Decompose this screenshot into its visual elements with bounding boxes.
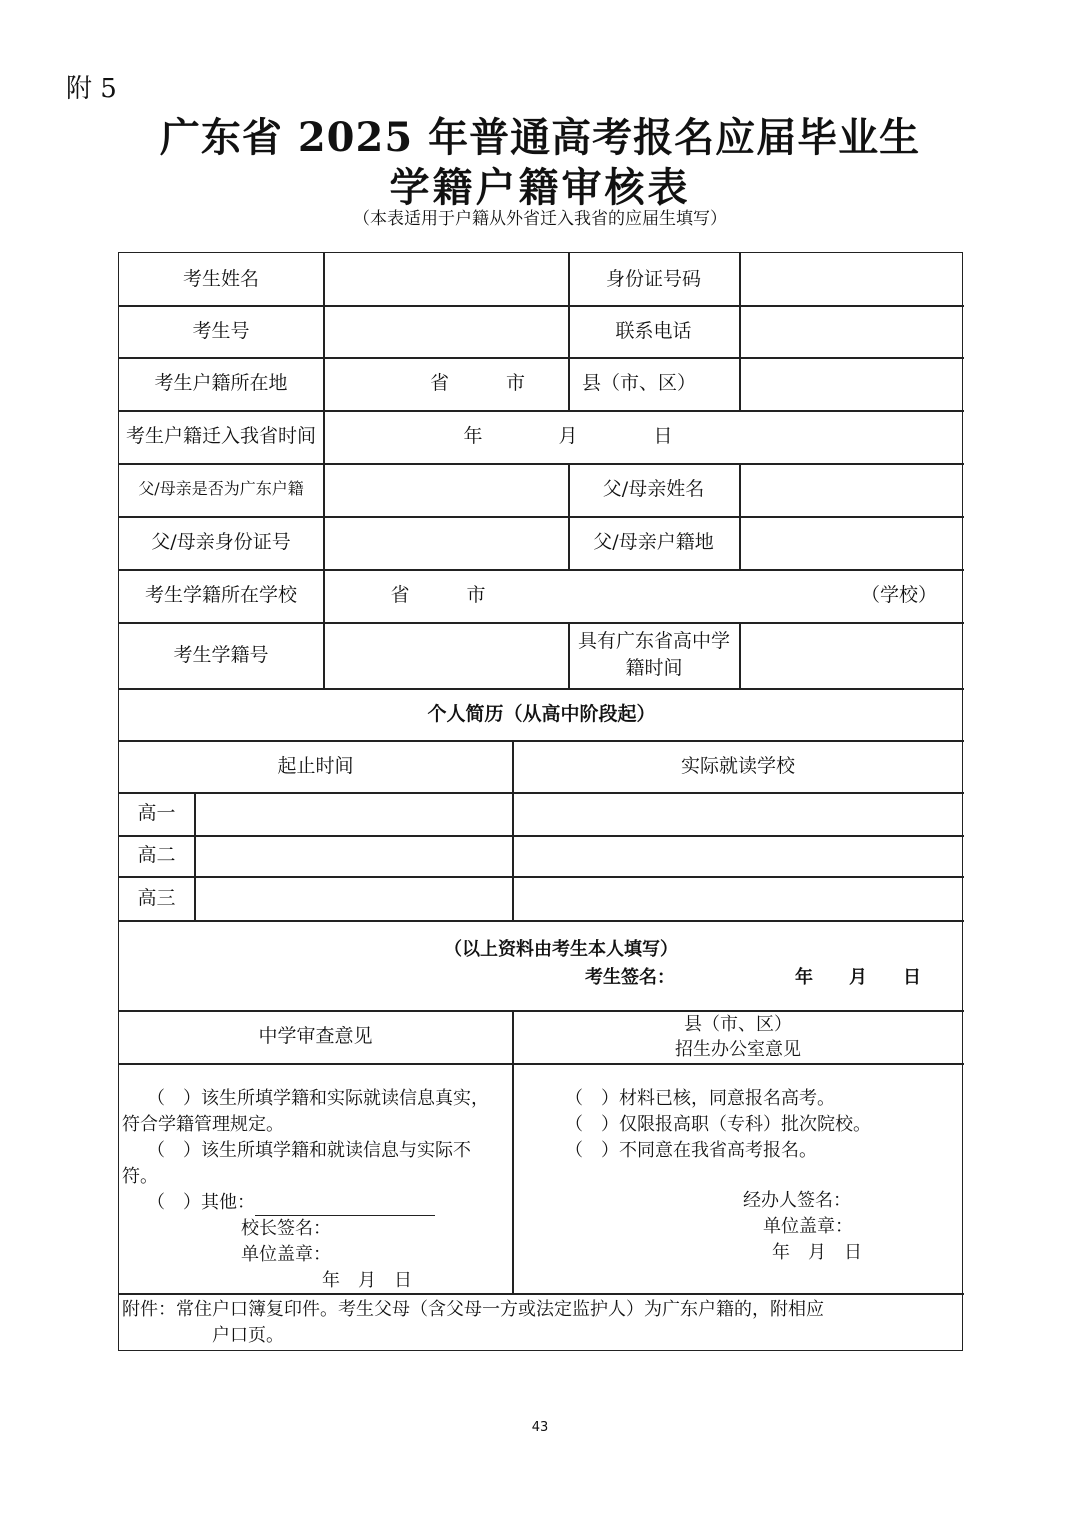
self-fill-note: （以上资料由考生本人填写）: [444, 939, 678, 960]
handler-signature-label: 经办人签名：: [743, 1190, 851, 1211]
label-name: 考生姓名: [182, 267, 259, 290]
resume-col-school: 实际就读学校: [680, 754, 795, 777]
label-parent-name: 父/母亲姓名: [602, 478, 705, 501]
office-date: 年 月 日: [772, 1242, 862, 1263]
page-number: 43: [531, 1420, 549, 1435]
label-phone: 联系电话: [615, 319, 692, 342]
field-student-number[interactable]: [323, 622, 568, 688]
resume-title: 个人简历（从高中阶段起）: [427, 702, 656, 725]
office-header-line1: 县（市、区）: [684, 1013, 792, 1035]
field-parent-id[interactable]: [323, 516, 568, 569]
office-seal-label: 单位盖章：: [763, 1216, 853, 1237]
office-header-line2: 招生办公室意见: [675, 1038, 801, 1060]
title-line-1: 广东省 2025 年普通高考报名应届毕业生: [159, 114, 921, 161]
field-parent-gd-hukou[interactable]: [323, 463, 568, 516]
title-line-2: 学籍户籍审核表: [389, 164, 691, 211]
attachment-note-line1: 附件：常住户口簿复印件。考生父母（含父母一方或法定监护人）为广东户籍的，附相应: [122, 1299, 824, 1320]
resume-row-grade3: 高三: [137, 886, 176, 909]
label-hukou-move-time: 考生户籍迁入我省时间: [125, 425, 316, 448]
label-parent-gd-hukou: 父/母亲是否为广东户籍: [138, 479, 304, 499]
school-date: 年 月 日: [322, 1270, 412, 1291]
label-exam-number: 考生号: [192, 319, 250, 342]
other-blank-line[interactable]: [255, 1197, 435, 1216]
student-signature-label: 考生签名：: [585, 967, 675, 988]
resume-col-time: 起止时间: [277, 754, 354, 777]
school-option-other-label: （ ）其他：: [147, 1192, 255, 1213]
row-divider: [119, 1293, 964, 1295]
school-seal-label: 单位盖章：: [241, 1244, 331, 1265]
resume-time-field[interactable]: [194, 792, 512, 835]
school-option-false-cont: 符。: [122, 1166, 158, 1187]
field-school-location[interactable]: 省 市: [390, 584, 486, 607]
field-gd-school-time[interactable]: [739, 622, 964, 688]
label-student-number: 考生学籍号: [173, 643, 269, 666]
resume-time-field[interactable]: [194, 835, 512, 876]
label-hukou-location: 考生户籍所在地: [154, 372, 288, 395]
school-opinion-header: 中学审查意见: [258, 1025, 373, 1048]
review-form-table: [118, 252, 963, 1351]
resume-school-field[interactable]: [512, 835, 964, 876]
resume-school-field[interactable]: [512, 876, 964, 920]
office-option-approve[interactable]: （ ）材料已核，同意报名高考。: [565, 1088, 835, 1109]
label-school-location: 考生学籍所在学校: [144, 584, 297, 607]
principal-signature-label: 校长签名：: [241, 1218, 331, 1239]
annex-label: 附 5: [66, 74, 117, 104]
label-parent-id: 父/母亲身份证号: [151, 531, 291, 554]
school-option-other[interactable]: [147, 1190, 435, 1216]
field-name[interactable]: [323, 253, 568, 305]
office-option-vocational[interactable]: （ ）仅限报高职（专科）批次院校。: [565, 1114, 871, 1135]
resume-school-field[interactable]: [512, 792, 964, 835]
school-option-true-cont: 符合学籍管理规定。: [122, 1114, 284, 1135]
field-phone[interactable]: [739, 305, 964, 357]
row-divider: [119, 920, 964, 922]
field-hukou-move-time[interactable]: 年 月 日: [463, 425, 673, 448]
field-exam-number[interactable]: [323, 305, 568, 357]
school-option-false[interactable]: （ ）该生所填学籍和就读信息与实际不: [147, 1140, 471, 1161]
col-divider: [568, 622, 570, 688]
resume-row-grade2: 高二: [137, 844, 176, 867]
office-opinion-header: [512, 1010, 964, 1063]
label-id-number: 身份证号码: [605, 267, 701, 290]
label-gd-school-time: 具有广东省高中学籍时间: [577, 630, 730, 679]
attachment-note-line2: 户口页。: [212, 1325, 284, 1346]
school-suffix: （学校）: [860, 584, 937, 607]
office-option-reject[interactable]: （ ）不同意在我省高考报名。: [565, 1140, 817, 1161]
resume-time-field[interactable]: [194, 876, 512, 920]
subtitle: （本表适用于户籍从外省迁入我省的应届生填写）: [353, 209, 727, 229]
resume-row-grade1: 高一: [137, 802, 176, 825]
student-signature-date: 年 月 日: [795, 967, 921, 988]
field-parent-name[interactable]: [739, 463, 964, 516]
school-option-true[interactable]: （ ）该生所填学籍和实际就读信息真实，: [147, 1088, 489, 1109]
field-hukou-location[interactable]: 省 市 县（市、区）: [429, 372, 696, 395]
field-id-number[interactable]: [739, 253, 964, 305]
row-divider: [119, 1063, 964, 1065]
label-parent-hukou: 父/母亲户籍地: [593, 531, 714, 554]
field-parent-hukou[interactable]: [739, 516, 964, 569]
